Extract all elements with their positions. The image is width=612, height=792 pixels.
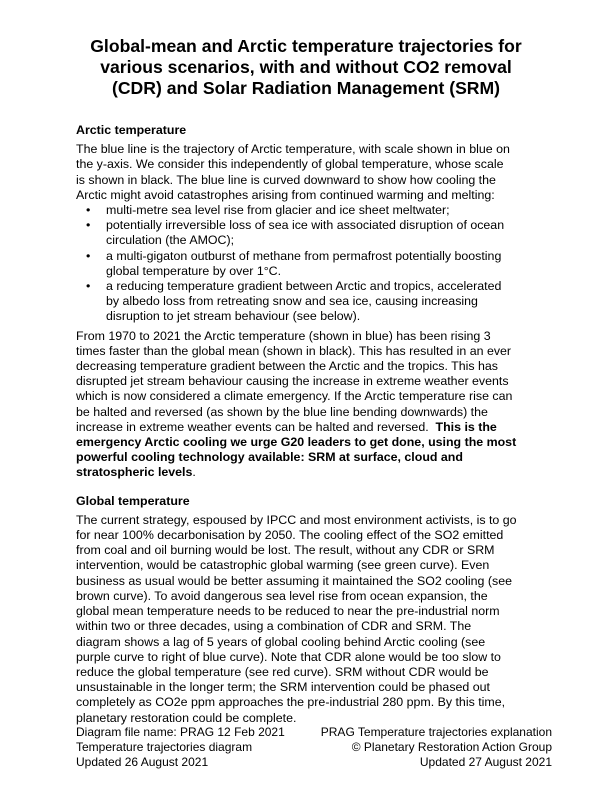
text-line: disrupted jet stream behaviour causing the increase in extreme weather events xyxy=(76,374,509,389)
footer-line: Temperature trajectories diagram xyxy=(76,740,253,754)
emphasis-text: stratospheric levels xyxy=(76,465,193,480)
text-line: be halted and reversed (as shown by the blue line bending downwards) the xyxy=(76,404,488,419)
text-line: is shown in black. The blue line is curved downward to show how cooling the xyxy=(76,172,496,187)
text-line-mixed xyxy=(76,465,556,480)
text-normal: increase in extreme weather events can be halted and reversed. xyxy=(76,419,436,434)
text-line: diagram shows a lag of 5 years of global cooling behind Arctic cooling (see xyxy=(76,634,486,649)
bullet-item xyxy=(76,279,556,325)
bullet-icon: • xyxy=(86,279,91,294)
text-line: potentially irreversible loss of sea ice with associated disruption of ocean xyxy=(106,218,505,233)
text-line: multi-metre sea level rise from glacier and ice sheet meltwater; xyxy=(106,203,450,218)
footer-line: Diagram file name: PRAG 12 Feb 2021 xyxy=(76,725,285,739)
text-line: reduce the global temperature (see red curve). SRM without CDR would be xyxy=(76,664,489,679)
title-line: (CDR) and Solar Radiation Management (SRM) xyxy=(111,78,501,98)
text-line: by albedo loss from retreating snow and sea ice, causing increasing xyxy=(106,294,478,309)
global-body-paragraph xyxy=(76,513,556,726)
bullet-icon: • xyxy=(86,218,91,233)
bullet-icon: • xyxy=(86,203,91,218)
arctic-temperature-section xyxy=(76,123,556,481)
text-line: business as usual would be better assuming it maintained the SO2 cooling (see xyxy=(76,573,512,588)
text-line-mixed xyxy=(76,420,556,435)
text-normal: . xyxy=(192,465,196,480)
arctic-intro-paragraph xyxy=(76,142,556,203)
global-temperature-section xyxy=(76,494,556,726)
title-line: various scenarios, with and without CO2 removal xyxy=(100,57,512,77)
footer-left xyxy=(76,725,285,770)
text-line: which is now considered a climate emergency. If the Arctic temperature rise can xyxy=(76,389,513,404)
bullet-item xyxy=(76,203,556,218)
emphasis-text: This is the xyxy=(435,419,497,434)
footer-line: Updated 26 August 2021 xyxy=(76,755,209,769)
section-heading-arctic: Arctic temperature xyxy=(76,123,187,137)
text-line: for near 100% decarbonisation by 2050. The cooling effect of the SO2 emitted xyxy=(76,528,504,543)
text-line: a multi-gigaton outburst of methane from permafrost potentially boosting xyxy=(106,248,502,263)
document-title xyxy=(60,36,552,99)
emphasis-line: powerful cooling technology available: SRM at surface, cloud and xyxy=(76,450,463,465)
footer-right xyxy=(321,725,552,770)
text-line: times faster than the global mean (shown in black). This has resulted in an ever xyxy=(76,343,512,358)
text-line: The blue line is the trajectory of Arctic temperature, with scale shown in blue on xyxy=(76,142,510,157)
text-line: the y-axis. We consider this independently of global temperature, whose scale xyxy=(76,157,504,172)
text-line: purple curve to right of blue curve). Note that CDR alone would be too slow to xyxy=(76,649,501,664)
text-line: unsustainable in the longer term; the SRM intervention could be phased out xyxy=(76,680,490,695)
bullet-item xyxy=(76,249,556,279)
text-line: disruption to jet stream behaviour (see below). xyxy=(106,309,361,324)
bullet-icon: • xyxy=(86,248,91,263)
text-line: The current strategy, espoused by IPCC and most environment activists, is to go xyxy=(76,512,517,527)
arctic-body-paragraph xyxy=(76,329,556,481)
text-line: completely as CO2e ppm approaches the pre-industrial 280 ppm. By this time, xyxy=(76,695,506,710)
text-line: decreasing temperature gradient between the Arctic and the tropics. This has xyxy=(76,359,498,374)
text-line: a reducing temperature gradient between Arctic and tropics, accelerated xyxy=(106,279,502,294)
title-line: Global-mean and Arctic temperature trajectories for xyxy=(90,36,522,56)
text-line: intervention, would be catastrophic global warming (see green curve). Even xyxy=(76,558,490,573)
footer-line: © Planetary Restoration Action Group xyxy=(351,740,552,754)
text-line: circulation (the AMOC); xyxy=(106,233,235,248)
document-body xyxy=(76,123,556,726)
section-heading-global: Global temperature xyxy=(76,493,190,508)
catastrophe-bullet-list xyxy=(76,203,556,325)
text-line: Arctic might avoid catastrophes arising from continued warming and melting: xyxy=(76,187,495,202)
text-line: global temperature by over 1°C. xyxy=(106,263,282,278)
footer-line: PRAG Temperature trajectories explanation xyxy=(320,725,552,739)
emphasis-line: emergency Arctic cooling we urge G20 leaders to get done, using the most xyxy=(76,435,517,450)
text-line: planetary restoration could be complete. xyxy=(76,710,297,725)
text-line: brown curve). To avoid dangerous sea level rise from ocean expansion, the xyxy=(76,588,488,603)
footer-line: Updated 27 August 2021 xyxy=(419,755,552,769)
text-line: From 1970 to 2021 the Arctic temperature (shown in blue) has been rising 3 xyxy=(76,328,491,343)
text-line: from coal and oil burning would be lost. The result, without any CDR or SRM xyxy=(76,543,495,558)
bullet-item xyxy=(76,218,556,248)
text-line: global mean temperature needs to be reduced to near the pre-industrial norm xyxy=(76,604,500,619)
text-line: within two or three decades, using a combination of CDR and SRM. The xyxy=(76,619,472,634)
